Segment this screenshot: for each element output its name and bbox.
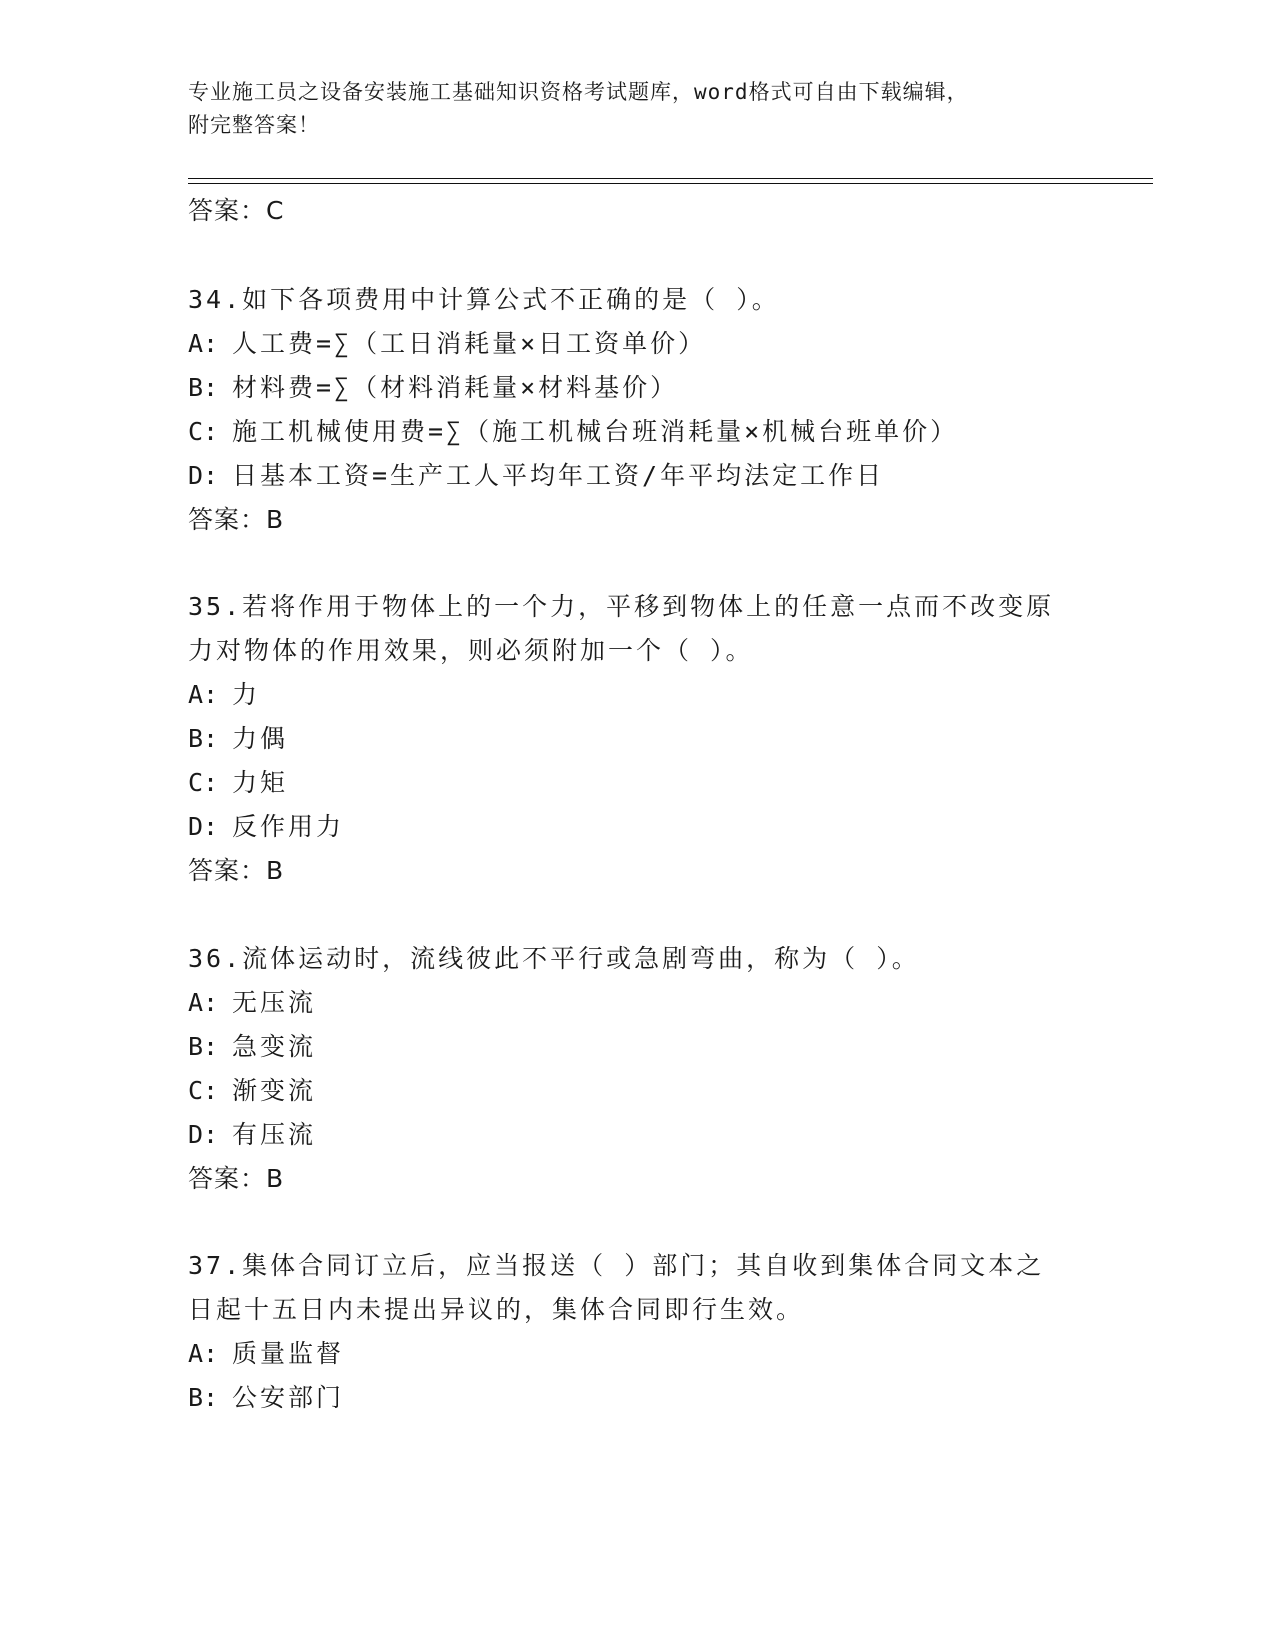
option-label: C: (188, 1076, 219, 1105)
option-label: B: (188, 373, 219, 402)
option-text: 急变流 (232, 1032, 317, 1061)
question-37-stem-line-1: 37.集体合同订立后，应当报送（ ）部门；其自收到集体合同文本之 (188, 1251, 1045, 1280)
option-text: 有压流 (232, 1120, 317, 1149)
question-36-option-b (188, 1032, 316, 1062)
question-35-option-c (188, 768, 288, 798)
option-text: 材料费=∑（材料消耗量×材料基价） (232, 373, 679, 402)
question-36-option-d (188, 1120, 316, 1150)
document-header (188, 76, 1068, 142)
option-label: C: (188, 417, 219, 446)
question-34-option-d (188, 461, 884, 491)
option-text: 无压流 (232, 988, 317, 1017)
header-divider-bottom (188, 183, 1153, 184)
option-label: B: (188, 1032, 219, 1061)
option-label: C: (188, 768, 219, 797)
option-text: 渐变流 (232, 1076, 317, 1105)
header-divider-top (188, 178, 1153, 179)
option-label: A: (188, 680, 219, 709)
option-text: 日基本工资=生产工人平均年工资/年平均法定工作日 (232, 461, 885, 490)
option-text: 力偶 (232, 724, 289, 753)
answer-34: 答案：B (188, 505, 285, 534)
header-line-1: 专业施工员之设备安装施工基础知识资格考试题库，word格式可自由下载编辑， (188, 80, 969, 104)
option-text: 力 (232, 680, 261, 709)
answer-35: 答案：B (188, 856, 285, 885)
question-36-option-a (188, 988, 316, 1018)
question-35-stem-line-2: 力对物体的作用效果，则必须附加一个（ ）。 (188, 636, 754, 665)
question-35-option-d (188, 812, 344, 842)
option-text: 人工费=∑（工日消耗量×日工资单价） (232, 329, 707, 358)
question-36-stem: 36.流体运动时，流线彼此不平行或急剧弯曲，称为（ ）。 (188, 944, 920, 973)
option-text: 公安部门 (232, 1383, 345, 1412)
option-label: A: (188, 329, 219, 358)
question-34-option-b (188, 373, 678, 403)
option-text: 力矩 (232, 768, 289, 797)
question-37-option-b (188, 1383, 344, 1413)
option-label: B: (188, 724, 219, 753)
answer-36: 答案：B (188, 1164, 285, 1193)
option-label: B: (188, 1383, 219, 1412)
question-34-stem: 34.如下各项费用中计算公式不正确的是（ ）。 (188, 285, 780, 314)
question-35-option-a (188, 680, 260, 710)
option-label: D: (188, 812, 219, 841)
question-35-stem-line-1: 35.若将作用于物体上的一个力，平移到物体上的任意一点而不改变原 (188, 592, 1055, 621)
option-label: D: (188, 461, 219, 490)
question-34-option-c (188, 417, 958, 447)
answer-33: 答案：C (188, 196, 285, 225)
question-37-stem-line-2: 日起十五日内未提出异议的，集体合同即行生效。 (188, 1295, 805, 1324)
option-text: 施工机械使用费=∑（施工机械台班消耗量×机械台班单价） (232, 417, 959, 446)
option-text: 质量监督 (232, 1339, 345, 1368)
question-36-option-c (188, 1076, 316, 1106)
question-34-option-a (188, 329, 706, 359)
option-label: A: (188, 988, 219, 1017)
option-label: A: (188, 1339, 219, 1368)
option-text: 反作用力 (232, 812, 345, 841)
question-37-option-a (188, 1339, 344, 1369)
option-label: D: (188, 1120, 219, 1149)
header-line-2: 附完整答案！ (188, 113, 320, 137)
question-35-option-b (188, 724, 288, 754)
